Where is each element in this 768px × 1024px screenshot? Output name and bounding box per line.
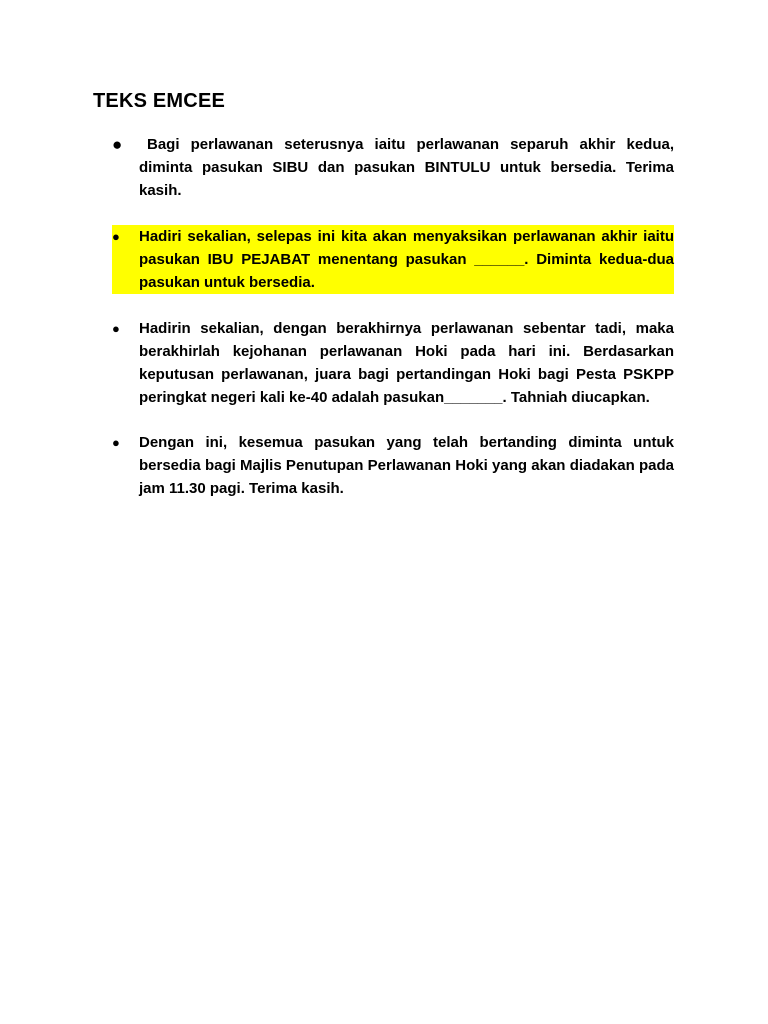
list-item-highlighted xyxy=(112,225,674,294)
list-item-text: Bagi perlawanan seterusnya iaitu perlawanan separuh akhir kedua, diminta pasukan SIBU dan pasukan BINTULU untuk bersedia. Terima kasih. xyxy=(139,136,674,199)
list-item-text: Dengan ini, kesemua pasukan yang telah bertanding diminta untuk bersedia bagi Majlis Penutupan Perlawanan Hoki yang akan diadakan pada jam 11.30 pagi. Terima kasih. xyxy=(139,434,674,497)
bullet-icon: ● xyxy=(112,321,120,336)
bullet-list xyxy=(112,133,674,523)
list-item xyxy=(112,431,674,500)
bullet-icon: ● xyxy=(112,435,120,450)
list-item-text: Hadiri sekalian, selepas ini kita akan menyaksikan perlawanan akhir iaitu pasukan IBU PEJABAT menentang pasukan ______. Diminta kedua-dua pasukan untuk bersedia. xyxy=(139,228,674,291)
list-item xyxy=(112,133,674,202)
bullet-icon: ● xyxy=(112,229,120,244)
bullet-icon: ● xyxy=(112,135,123,154)
list-item xyxy=(112,317,674,409)
list-item-text: Hadirin sekalian, dengan berakhirnya perlawanan sebentar tadi, maka berakhirlah kejohanan perlawanan Hoki pada hari ini. Berdasarkan keputusan perlawanan, juara bagi pertandingan Hoki bagi Pesta PSKPP peringkat negeri kali ke-40 adalah pasukan_______. Tahniah diucapkan. xyxy=(139,320,674,406)
document-title: TEKS EMCEE xyxy=(93,90,226,112)
